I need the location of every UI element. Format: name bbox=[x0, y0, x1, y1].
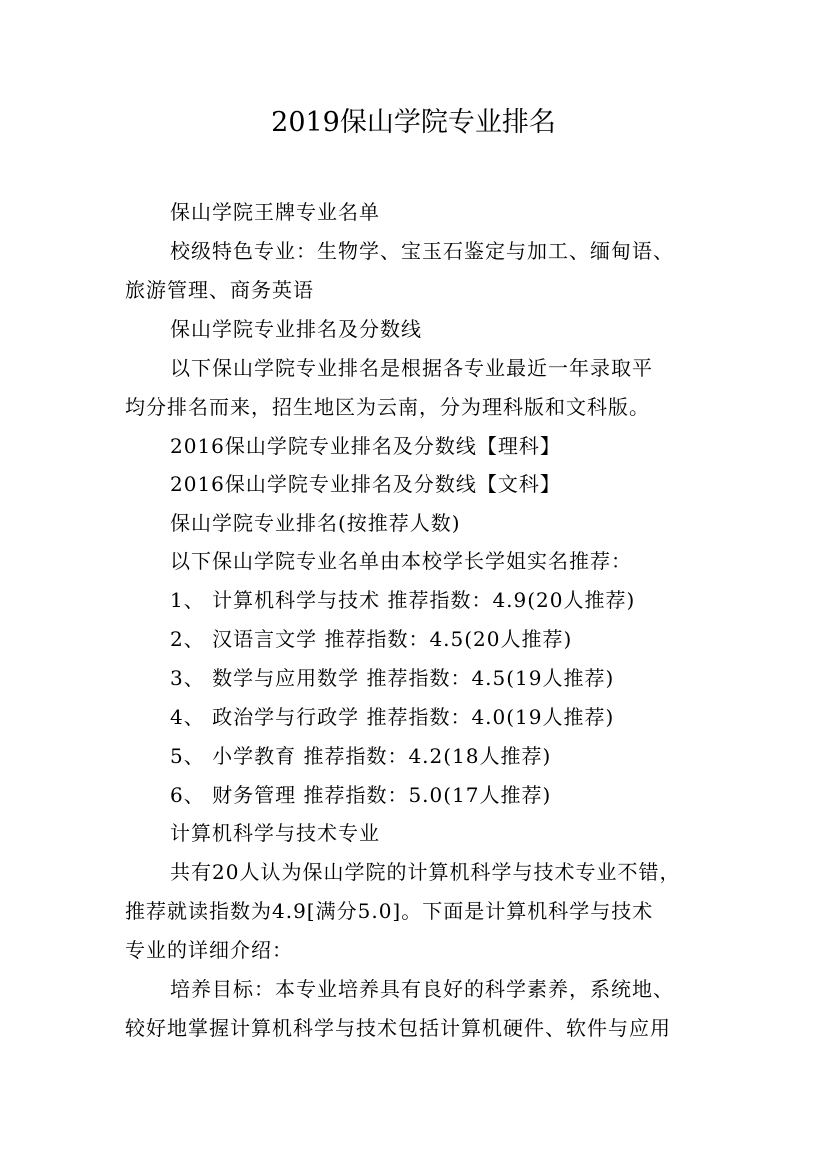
paragraph-line: 以下保山学院专业排名是根据各专业最近一年录取平 bbox=[170, 356, 653, 380]
ranking-item: 3、 数学与应用数学 推荐指数：4.5(19人推荐) bbox=[170, 666, 615, 690]
paragraph-line: 2016保山学院专业排名及分数线【理科】 bbox=[170, 434, 561, 458]
paragraph-line: 推荐就读指数为4.9[满分5.0]。下面是计算机科学与技术 bbox=[125, 899, 654, 923]
paragraph-line: 以下保山学院专业名单由本校学长学姐实名推荐： bbox=[170, 549, 632, 573]
paragraph-line: 较好地掌握计算机科学与技术包括计算机硬件、软件与应用 bbox=[125, 1016, 671, 1040]
paragraph-line: 2016保山学院专业排名及分数线【文科】 bbox=[170, 472, 561, 496]
paragraph-line: 保山学院专业排名(按推荐人数) bbox=[170, 511, 461, 535]
ranking-item: 5、 小学教育 推荐指数：4.2(18人推荐) bbox=[170, 744, 552, 768]
paragraph-line: 共有20人认为保山学院的计算机科学与技术专业不错， bbox=[170, 860, 681, 884]
paragraph-line: 均分排名而来，招生地区为云南，分为理科版和文科版。 bbox=[125, 395, 650, 419]
ranking-item: 2、 汉语言文学 推荐指数：4.5(20人推荐) bbox=[170, 627, 573, 651]
ranking-item: 4、 政治学与行政学 推荐指数：4.0(19人推荐) bbox=[170, 705, 615, 729]
ranking-item: 6、 财务管理 推荐指数：5.0(17人推荐) bbox=[170, 783, 552, 807]
paragraph-line: 旅游管理、商务英语 bbox=[125, 278, 314, 302]
paragraph-line: 校级特色专业：生物学、宝玉石鉴定与加工、缅甸语、 bbox=[170, 239, 674, 263]
paragraph-line: 保山学院专业排名及分数线 bbox=[170, 317, 422, 341]
section-heading: 计算机科学与技术专业 bbox=[170, 821, 380, 845]
paragraph-line: 专业的详细介绍： bbox=[125, 938, 293, 962]
document-title: 2019保山学院专业排名 bbox=[271, 107, 556, 138]
paragraph-line: 培养目标：本专业培养具有良好的科学素养，系统地、 bbox=[170, 977, 674, 1001]
ranking-item: 1、 计算机科学与技术 推荐指数：4.9(20人推荐) bbox=[170, 588, 636, 612]
paragraph-line: 保山学院王牌专业名单 bbox=[170, 200, 380, 224]
